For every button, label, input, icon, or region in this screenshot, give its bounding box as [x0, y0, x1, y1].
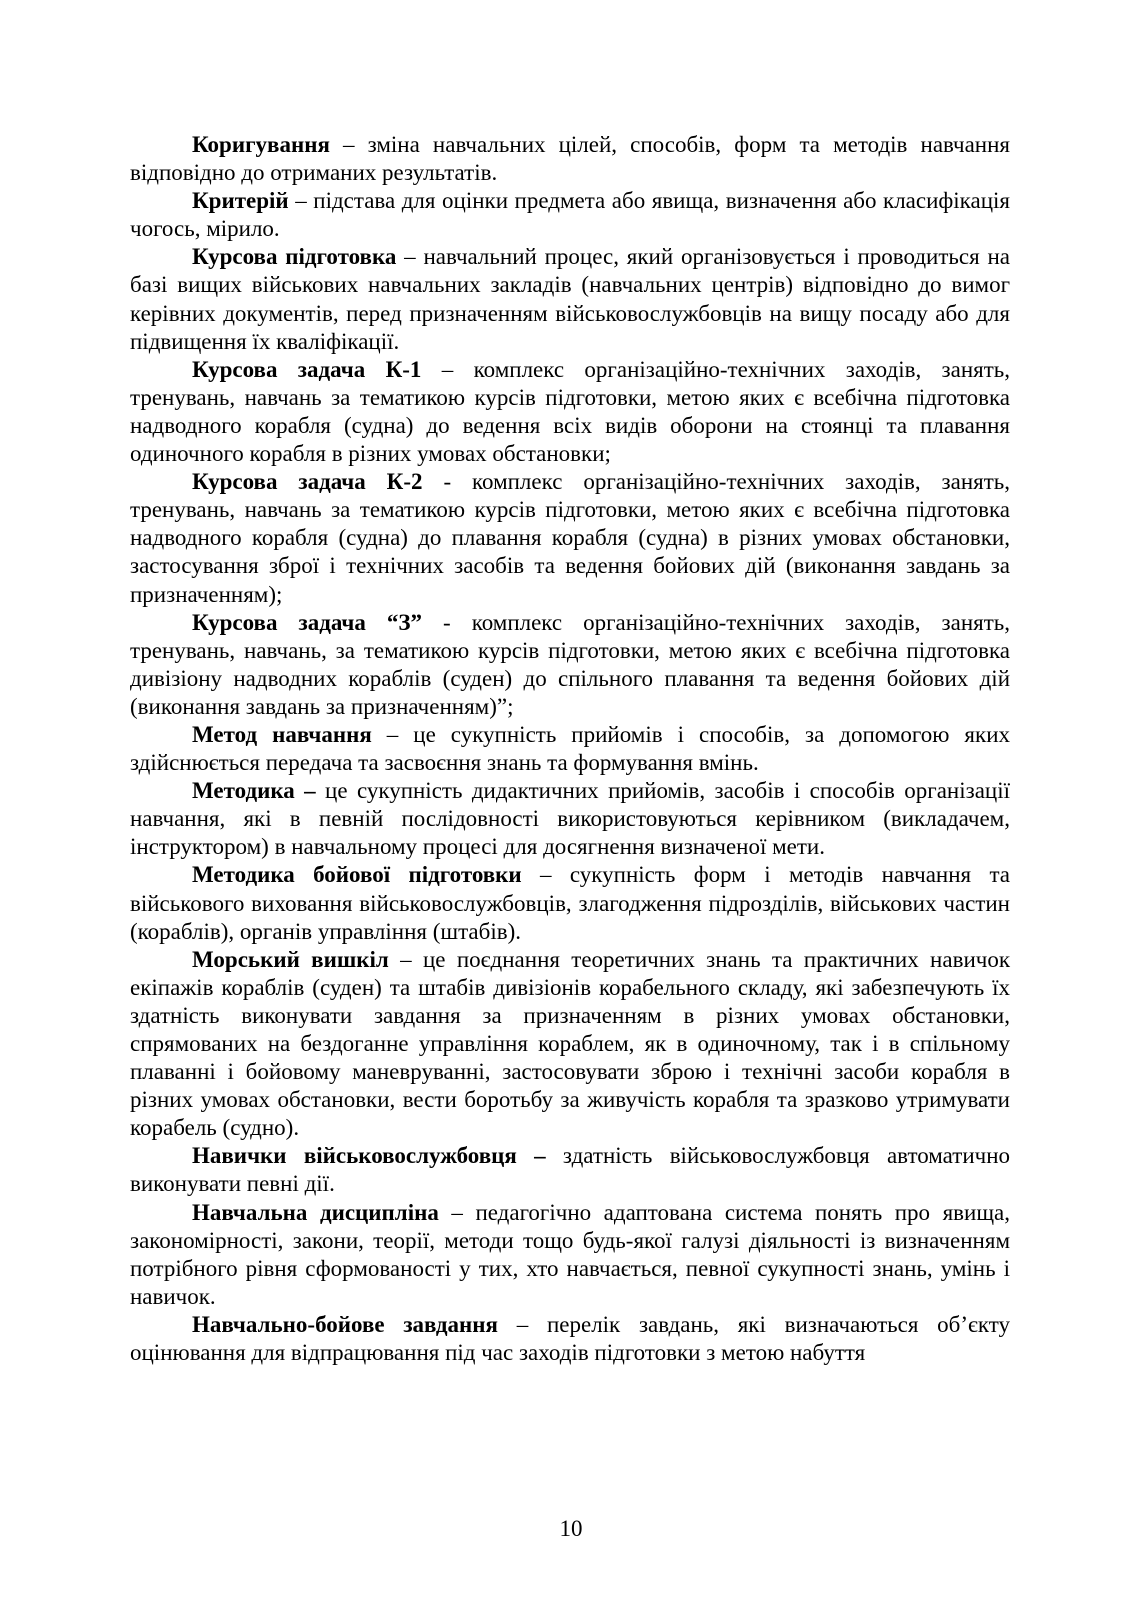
definition-text: здатність військовослужбовця автоматично виконувати певні дії. [130, 1143, 1010, 1197]
definition-text: – сукупність форм і методів навчання та військового виховання військовослужбовців, злагодження підрозділів, військових частин (кораблів), органів управління (штабів). [130, 862, 1010, 944]
term-navchalna-dystsyplina: Навчальна дисципліна [192, 1199, 439, 1225]
term-kryterii: Критерій [192, 188, 289, 214]
term-navchalno-boiove-zavdannia: Навчально-бойове завдання [192, 1311, 498, 1337]
term-metod-navchannia: Метод навчання [192, 721, 372, 747]
term-metodyka: Методика – [192, 778, 316, 804]
definition-text: – перелік завдань, які визначаються об’єкту оцінювання для відпрацювання під час заходів підготовки з метою набуття [130, 1311, 1011, 1366]
glossary-text-block [130, 131, 1010, 1367]
term-metodyka-boiovoi-pidhotovky: Методика бойової підготовки [192, 862, 522, 888]
definition-paragraph [130, 721, 1010, 777]
term-kursova-zadacha-k2: Курсова задача К-2 [192, 469, 423, 495]
definition-paragraph [130, 609, 1010, 721]
term-kursova-pidhotovka: Курсова підготовка [192, 244, 397, 270]
definition-paragraph [130, 1142, 1010, 1198]
definition-paragraph [130, 777, 1010, 861]
page-number: 10 [559, 1516, 583, 1541]
definition-text: – зміна навчальних цілей, способів, форм та методів навчання відповідно до отриманих результатів. [130, 132, 1010, 186]
definition-text: – навчальний процес, який організовується і проводиться на базі вищих військових навчальних закладів (навчальних центрів) відповідно до вимог керівних документів, перед призначенням військовослужбовців на вищу посаду або для підвищення їх кваліфікації. [130, 244, 1011, 354]
definition-text: – це сукупність прийомів і способів, за допомогою яких здійснюється передача та засвоєння знань та формування вмінь. [130, 721, 1010, 776]
definition-text: – комплекс організаційно-технічних заходів, занять, тренувань, навчань за тематикою курсів підготовки, метою яких є всебічна підготовка надводного корабля (судна) до ведення всіх видів оборони на стоянці та плавання одиночного корабля в різних умовах обстановки; [130, 356, 1011, 467]
definition-paragraph [130, 243, 1010, 355]
term-koryhuvannia: Коригування [192, 132, 330, 157]
definition-paragraph [130, 1199, 1010, 1311]
term-kursova-zadacha-k1: Курсова задача К-1 [192, 356, 422, 382]
term-kursova-zadacha-z: Курсова задача “З” [192, 609, 423, 635]
definition-paragraph [130, 468, 1010, 608]
definition-text: це сукупність дидактичних прийомів, засобів і способів організації навчання, які в певній послідовності використовуються керівником (викладачем, інструктором) в навчальному процесі для досягнення визначеної мети. [130, 778, 1010, 860]
definition-text: - комплекс організаційно-технічних заходів, занять, тренувань, навчань, за тематикою курсів підготовки, метою яких є всебічна підготовка дивізіону надводних кораблів (суден) до спільного плавання та ведення бойових дій (виконання завдань за призначенням)”; [130, 609, 1010, 719]
term-navychky-viiskovosluzhbovtsia: Навички військовослужбовця – [192, 1143, 546, 1169]
definition-text: – педагогічно адаптована система понять про явища, закономірності, закони, теорії, методи тощо будь-якої галузі діяльності із визначенням потрібного рівня сформованості у тих, хто навчається, певної сукупності знань, умінь і навичок. [130, 1199, 1010, 1309]
definition-text: – це поєднання теоретичних знань та практичних навичок екіпажів кораблів (суден) та штабів дивізіонів корабельного складу, які забезпечують їх здатність виконувати завдання за призначенням в різних умовах обстановки, спрямованих на бездоганне управління кораблем, як в одиночному, так і в спільному плаванні і бойовому маневруванні, застосовувати зброю і технічні засоби корабля в різних умовах обстановки, вести боротьбу за живучість корабля та зразково утримувати корабель (судно). [130, 946, 1010, 1141]
definition-paragraph [130, 1311, 1010, 1367]
definition-paragraph [130, 131, 1010, 187]
definition-text: - комплекс організаційно-технічних заходів, занять, тренувань, навчань за тематикою курсів підготовки, метою яких є всебічна підготовка надводного корабля (судна) до плавання корабля (судна) в різних умовах обстановки, застосування зброї і технічних засобів та ведення бойових дій (виконання завдань за призначенням); [130, 469, 1011, 607]
definition-text: – підстава для оцінки предмета або явища, визначення або класифікація чогось, мірило. [130, 188, 1010, 242]
term-morskyi-vyshkil: Морський вишкіл [192, 946, 389, 972]
definition-paragraph [130, 946, 1010, 1143]
definition-paragraph [130, 187, 1010, 243]
definition-paragraph [130, 356, 1010, 468]
definition-paragraph [130, 861, 1010, 945]
